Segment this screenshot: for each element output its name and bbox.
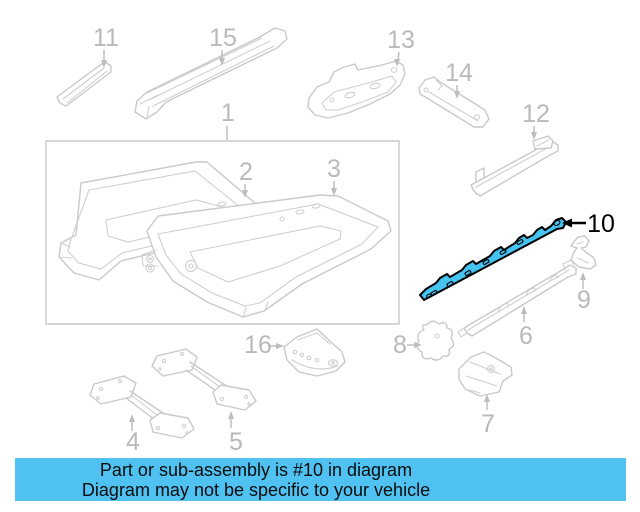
notice-text (15, 458, 497, 500)
arrow-up-icon (129, 414, 135, 422)
part-11-label: 11 (93, 24, 119, 52)
part-12-label: 12 (522, 100, 550, 128)
part-2-label: 2 (239, 158, 253, 186)
part-14 (419, 59, 489, 127)
part-14-label: 14 (445, 59, 473, 87)
arrow-up-icon (580, 272, 586, 280)
part-16 (244, 329, 345, 376)
arrow-up-icon (228, 411, 234, 419)
part-13 (308, 26, 415, 118)
part-7 (459, 352, 512, 438)
part-15 (135, 24, 287, 119)
notice-line-1: Part or sub-assembly is #10 in diagram (99, 460, 413, 480)
part-9-label: 9 (577, 286, 591, 314)
part-13-label: 13 (387, 26, 415, 54)
part-10-label: 10 (587, 210, 615, 238)
part-6-label: 6 (519, 322, 533, 350)
part-8-label: 8 (393, 331, 407, 359)
part-3-label: 3 (327, 155, 341, 183)
arrow-up-icon (521, 306, 527, 314)
part-5-label: 5 (229, 428, 243, 456)
part-15-label: 15 (209, 24, 237, 52)
part-16-label: 16 (244, 331, 272, 359)
notice-banner (15, 458, 626, 501)
arrow-right-icon (276, 343, 284, 349)
part-8 (393, 321, 454, 360)
part-4-label: 4 (126, 428, 140, 456)
part-5 (152, 349, 256, 456)
part-11 (57, 24, 119, 106)
part-1-label: 1 (221, 99, 235, 127)
part-7-label: 7 (481, 410, 495, 438)
part-4 (90, 376, 194, 456)
arrow-down-icon (531, 132, 537, 140)
notice-line-2: Diagram may not be specific to your vehicle (81, 480, 431, 500)
